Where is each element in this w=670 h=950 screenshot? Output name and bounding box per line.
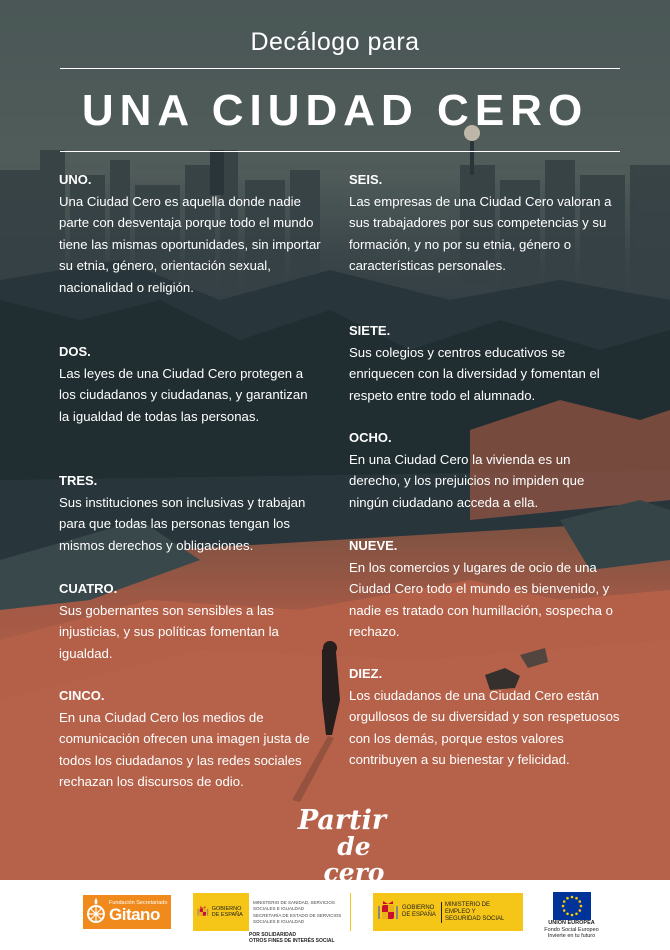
- item-seis: [349, 172, 621, 277]
- item-text: Sus colegios y centros educativos se enriquecen con la diversidad y fomentan el respeto entre todo el alumnado.: [349, 345, 600, 403]
- header-rule-bottom: [60, 151, 620, 152]
- logo-line-1: Partir: [297, 805, 387, 836]
- item-label: OCHO.: [349, 430, 392, 445]
- gov2-crest-label: GOBIERNO DE ESPAÑA: [402, 905, 436, 918]
- spain-crest-icon: [197, 899, 209, 925]
- fundacion-gitano-logo: [83, 895, 171, 929]
- header-rule-top: [60, 68, 620, 69]
- item-uno: [59, 172, 321, 298]
- partir-de-cero-logo: [287, 805, 397, 880]
- item-dos: [59, 344, 321, 427]
- gov1-crest-label: GOBIERNO DE ESPAÑA: [211, 905, 243, 918]
- item-label: SEIS.: [349, 172, 383, 187]
- wheel-icon: [83, 895, 109, 929]
- item-text: Las empresas de una Ciudad Cero valoran a sus trabajadores por sus competencias y su formación, y no por su etnia, género o características personales.: [349, 194, 612, 274]
- item-text: Los ciudadanos de una Ciudad Cero están orgullosos de su diversidad y son respetuosos con los demás, porque estos valores contribuyen a su bienestar y felicidad.: [349, 688, 620, 768]
- header-title: UNA CIUDAD CERO: [81, 86, 589, 135]
- item-nueve: [349, 538, 621, 643]
- logo-line-2: de cero: [323, 832, 385, 880]
- item-label: CINCO.: [59, 688, 105, 703]
- item-text: En una Ciudad Cero la vivienda es un derecho, y los prejuicios no impiden que ningún ciudadano acceda a ella.: [349, 452, 585, 510]
- item-cinco: [59, 688, 329, 793]
- eu-line-1: UNIÓN EUROPEA: [548, 920, 595, 926]
- footer-logos: [0, 880, 670, 950]
- gov1-ministry: MINISTERIO DE SANIDAD, SERVICIOS SOCIALES E IGUALDAD: [253, 900, 335, 911]
- eu-line-3: Invierte en tu futuro: [547, 933, 596, 939]
- item-label: CUATRO.: [59, 581, 118, 596]
- item-text: En los comercios y lugares de ocio de una Ciudad Cero todo el mundo es bienvenido, y nadie es tratado con humillación, sospecha o rechazo.: [349, 560, 613, 640]
- item-ocho: [349, 430, 624, 513]
- gov1-secretaria: SECRETARÍA DE ESTADO DE SERVICIOS SOCIALES E IGUALDAD: [253, 913, 342, 924]
- header-subtitle: Decálogo para: [250, 28, 420, 56]
- item-label: NUEVE.: [349, 538, 398, 553]
- item-diez: [349, 666, 624, 771]
- item-label: DIEZ.: [349, 666, 383, 681]
- fundacion-big-text: Gitano: [109, 905, 160, 925]
- item-label: DOS.: [59, 344, 91, 359]
- item-label: UNO.: [59, 172, 92, 187]
- item-siete: [349, 323, 621, 406]
- item-label: SIETE.: [349, 323, 391, 338]
- spain-crest-icon: [377, 899, 399, 925]
- item-text: Sus gobernantes son sensibles a las injusticias, y sus políticas fomentan la igualdad.: [59, 603, 279, 661]
- gobierno-empleo-logo: [373, 893, 523, 931]
- item-text: Sus instituciones son inclusivas y trabajan para que todas las personas tengan los mismos derechos y obligaciones.: [59, 495, 306, 553]
- tagline-line-2: OTROS FINES DE INTERÉS SOCIAL: [249, 938, 335, 944]
- gov1-tagline: [249, 932, 335, 944]
- item-tres: [59, 473, 329, 556]
- item-cuatro: [59, 581, 309, 664]
- item-text: Las leyes de una Ciudad Cero protegen a los ciudadanos y ciudadanas, y garantizan la igualdad de todas las personas.: [59, 366, 308, 424]
- item-text: En una Ciudad Cero los medios de comunicación ofrecen una imagen justa de todos los ciudadanos y las redes sociales rechazan los discursos de odio.: [59, 710, 310, 790]
- fundacion-small-text: Fundación Secretariado: [109, 899, 168, 906]
- eu-line-2: Fondo Social Europeo: [544, 926, 599, 933]
- gov2-ministry: MINISTERIO DE EMPLEO Y SEGURIDAD SOCIAL: [441, 902, 511, 923]
- eu-flag-icon: [553, 892, 591, 920]
- gobierno-sanidad-logo: [193, 893, 351, 944]
- union-europea-logo: [544, 892, 599, 940]
- tagline-line-1: POR SOLIDARIDAD: [249, 932, 296, 938]
- item-text: Una Ciudad Cero es aquella donde nadie parte con desventaja porque todo el mundo tiene las mismas oportunidades, sin importar su etnia, género, orientación sexual, nacionalidad o religión.: [59, 194, 321, 295]
- item-label: TRES.: [59, 473, 98, 488]
